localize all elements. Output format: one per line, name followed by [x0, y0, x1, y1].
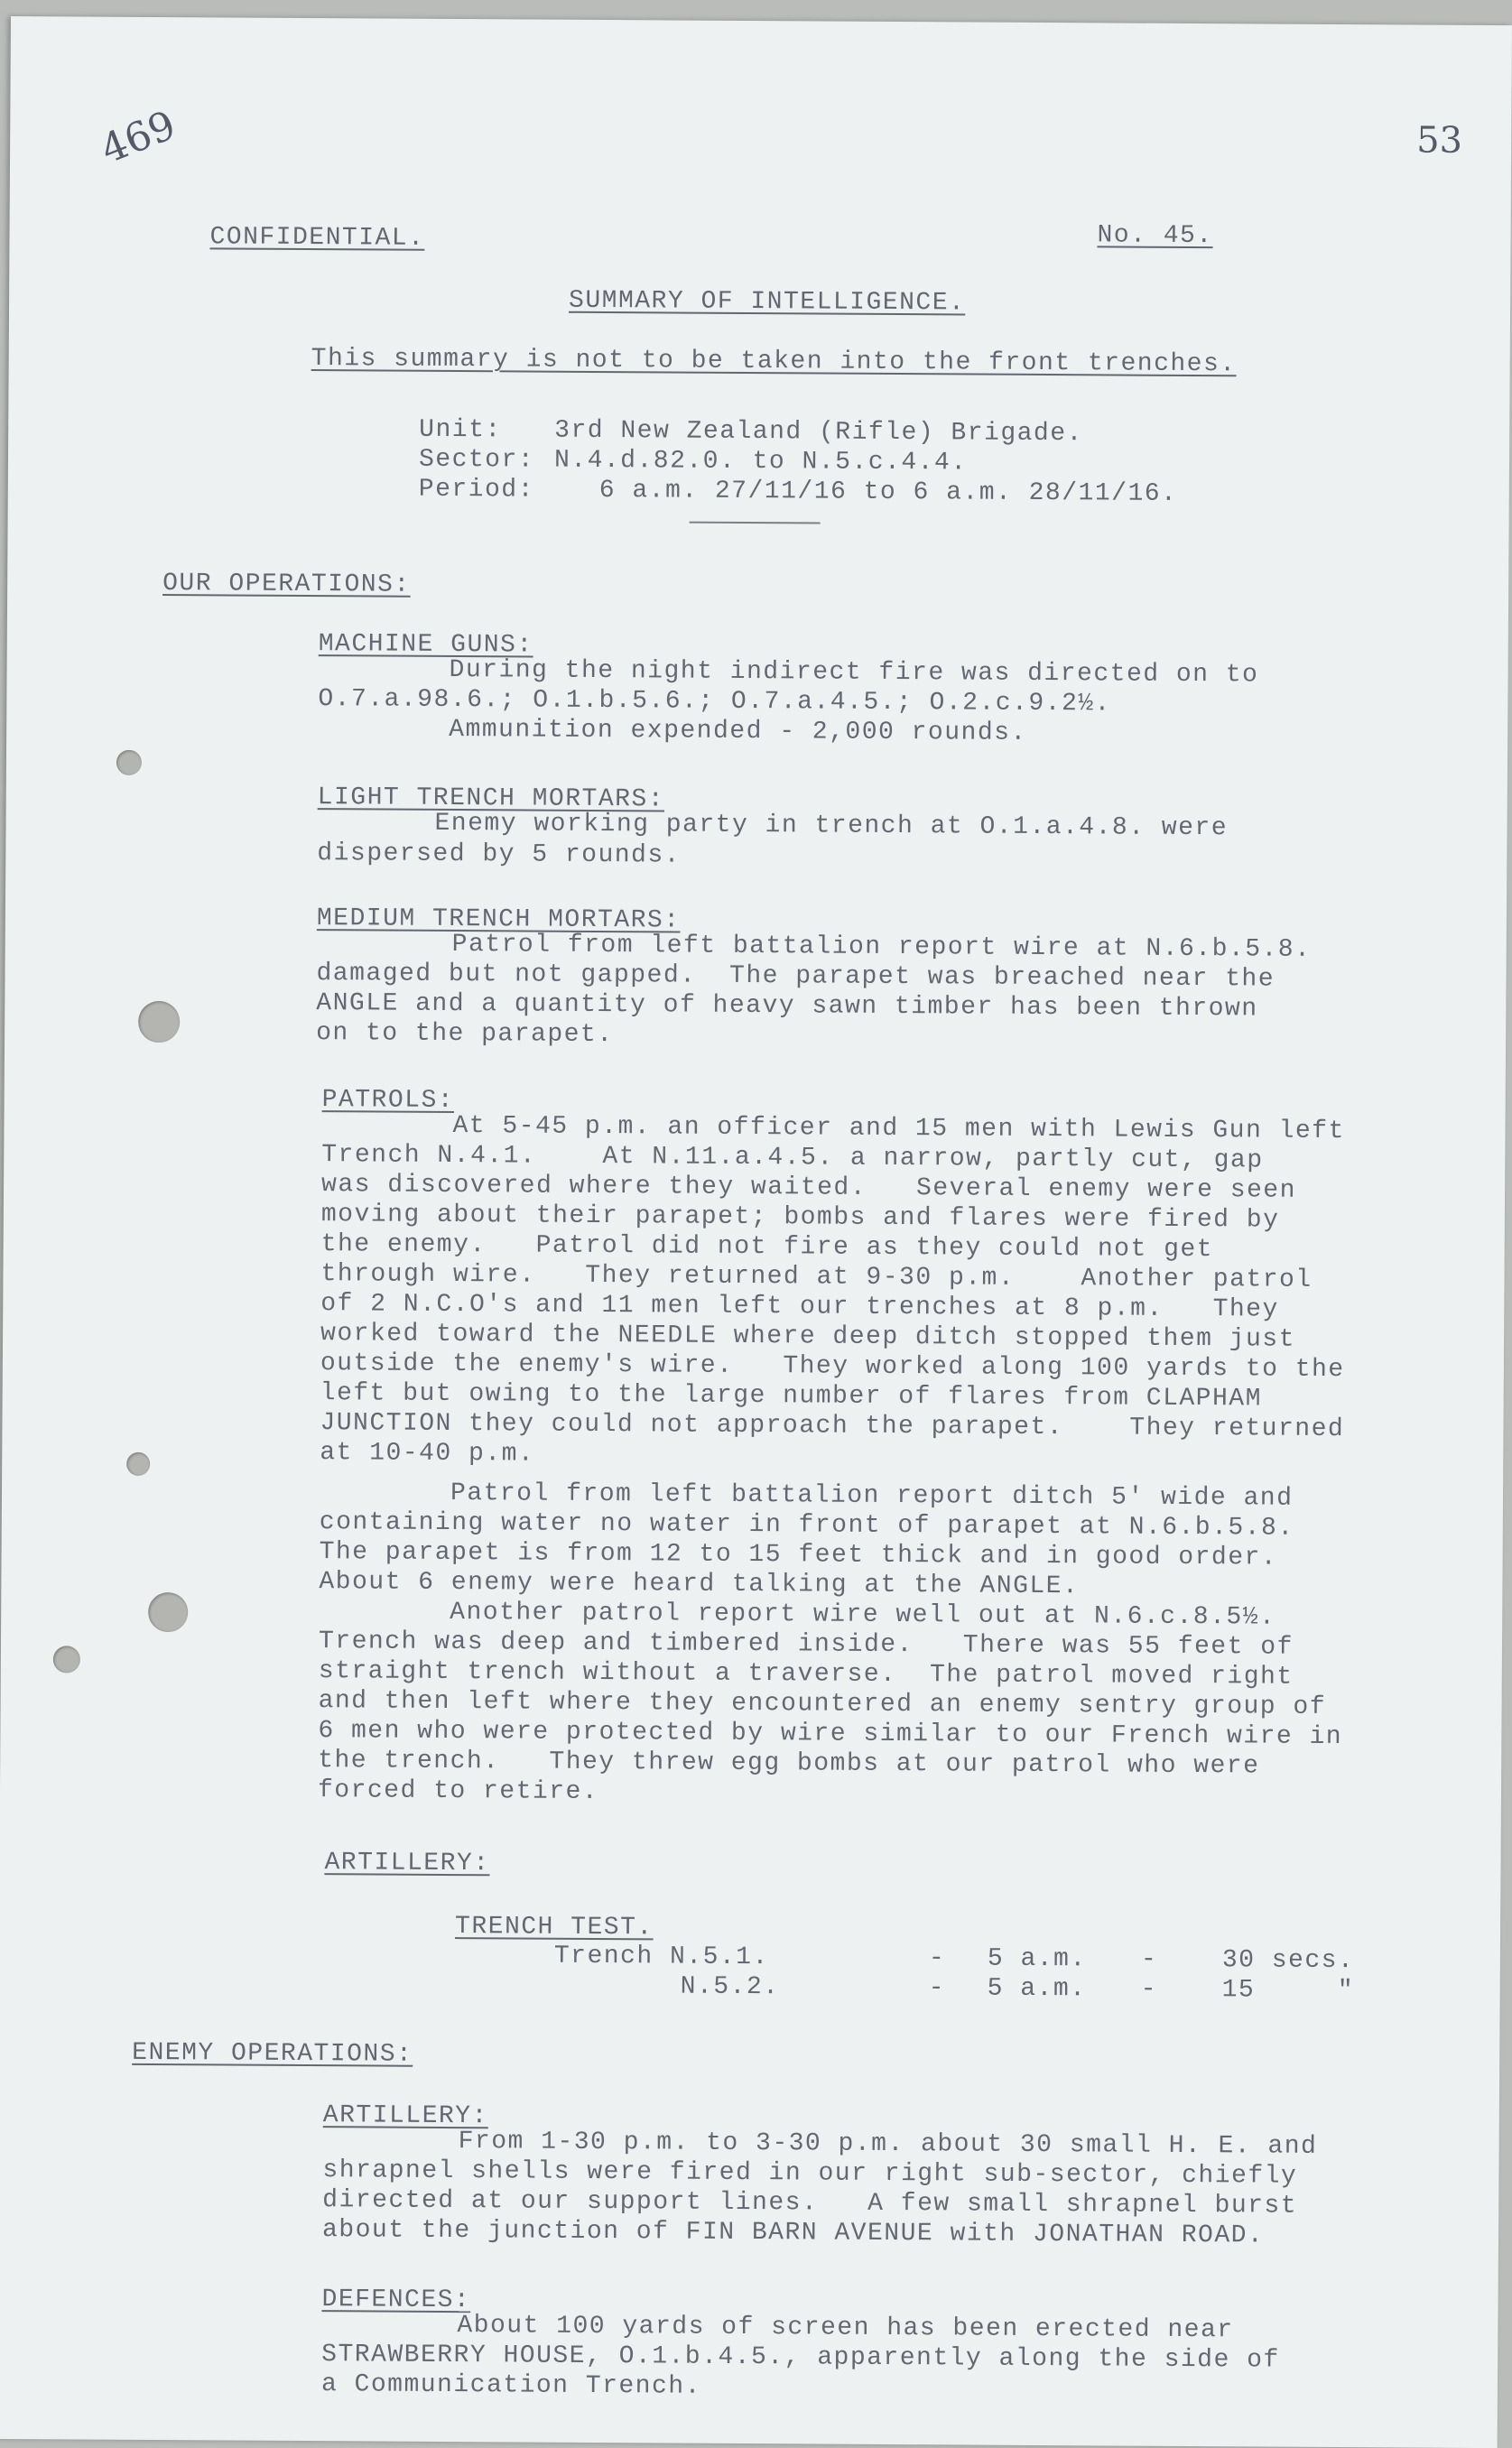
- unit-value: 3rd New Zealand (Rifle) Brigade.: [554, 416, 1083, 449]
- distribution-warning: This summary is not to be taken into the front trenches.: [311, 345, 1237, 379]
- enemy-artillery-line: about the junction of FIN BARN AVENUE with JONATHAN ROAD.: [321, 2216, 1265, 2250]
- patrols-line: Trench was deep and timbered inside. There was 55 feet of: [318, 1627, 1294, 1662]
- patrols-line: worked toward the NEEDLE where deep ditch stopped them just: [320, 1320, 1296, 1354]
- patrols-line: the trench. They threw egg bombs at our patrol who were: [318, 1747, 1260, 1781]
- sector-label: Sector:: [418, 445, 535, 475]
- patrols-line: at 10-40 p.m.: [320, 1439, 535, 1469]
- light-trench-mortars-line: Enemy working party in trench at O.1.a.4.8. were: [434, 809, 1229, 843]
- unit-label: Unit:: [419, 415, 502, 445]
- trench-name: N.5.2.: [680, 1972, 780, 2002]
- document-page: [0, 16, 1512, 2448]
- section-heading-enemy-operations: ENEMY OPERATIONS:: [132, 2038, 413, 2069]
- machine-guns-line: During the night indirect fire was directed on to: [449, 655, 1259, 690]
- test-time: 5 a.m.: [987, 1974, 1087, 2004]
- folio-number-left: 469: [94, 102, 182, 173]
- enemy-artillery-line: From 1-30 p.m. to 3-30 p.m. about 30 small H. E. and: [458, 2128, 1318, 2161]
- summary-number: No. 45.: [1097, 221, 1213, 251]
- machine-guns-line: O.7.a.98.6.; O.1.b.5.6.; O.7.a.4.5.; O.2.c.9.2½.: [318, 685, 1111, 719]
- patrols-line: moving about their parapet; bombs and flares were fired by: [320, 1201, 1280, 1235]
- punch-hole: [138, 1001, 180, 1043]
- punch-hole: [148, 1592, 188, 1632]
- trench-test-heading: TRENCH TEST.: [454, 1913, 654, 1943]
- defences-line: a Communication Trench.: [320, 2370, 702, 2401]
- section-heading-our-operations: OUR OPERATIONS:: [162, 570, 411, 599]
- subheading-light-trench-mortars: LIGHT TRENCH MORTARS:: [317, 784, 665, 814]
- patrols-line: At 5-45 p.m. an officer and 15 men with Lewis Gun left: [452, 1112, 1345, 1146]
- punch-hole: [126, 1452, 150, 1476]
- patrols-line: Another patrol report wire well out at N.6.c.8.5½.: [450, 1599, 1276, 1632]
- test-duration: 30 secs.: [1221, 1946, 1355, 1976]
- patrols-line: Trench N.4.1. At N.11.a.4.5. a narrow, partly cut, gap: [321, 1141, 1264, 1175]
- patrols-line: the enemy. Patrol did not fire as they could not get: [320, 1230, 1214, 1265]
- light-trench-mortars-line: dispersed by 5 rounds.: [317, 839, 682, 870]
- subheading-medium-trench-mortars: MEDIUM TRENCH MORTARS:: [316, 904, 681, 935]
- medium-trench-mortars-line: damaged but not gapped. The parapet was breached near the: [316, 960, 1275, 994]
- patrols-line: outside the enemy's wire. They worked along 100 yards to the: [320, 1349, 1345, 1385]
- subheading-patrols: PATROLS:: [321, 1086, 455, 1116]
- patrols-line: JUNCTION they could not approach the parapet. They returned: [320, 1409, 1345, 1444]
- dash: -: [928, 1944, 946, 1973]
- period-label: Period:: [418, 475, 535, 505]
- medium-trench-mortars-line: Patrol from left battalion report wire at N.6.b.5.8.: [451, 931, 1312, 964]
- machine-guns-line: Ammunition expended - 2,000 rounds.: [449, 715, 1027, 747]
- patrols-line: Patrol from left battalion report ditch 5' wide and: [450, 1479, 1294, 1513]
- defences-line: About 100 yards of screen has been erected near: [457, 2312, 1234, 2345]
- classification-label: CONFIDENTIAL.: [209, 223, 425, 253]
- test-duration: 15 ": [1221, 1976, 1355, 2006]
- medium-trench-mortars-line: on to the parapet.: [316, 1019, 614, 1050]
- subheading-defences: DEFENCES:: [321, 2286, 471, 2315]
- punch-hole: [53, 1646, 80, 1673]
- subheading-machine-guns: MACHINE GUNS:: [318, 630, 533, 660]
- dash: -: [1140, 1945, 1158, 1974]
- subheading-our-artillery: ARTILLERY:: [324, 1849, 490, 1878]
- patrols-line: straight trench without a traverse. The patrol moved right: [318, 1657, 1294, 1692]
- patrols-line: containing water no water in front of parapet at N.6.b.5.8.: [319, 1508, 1294, 1543]
- subheading-enemy-artillery: ARTILLERY:: [322, 2101, 488, 2131]
- patrols-line: forced to retire.: [317, 1776, 599, 1807]
- test-time: 5 a.m.: [987, 1944, 1087, 1974]
- document-title: SUMMARY OF INTELLIGENCE.: [568, 286, 966, 318]
- patrols-line: of 2 N.C.O's and 11 men left our trenches at 8 p.m. They: [320, 1290, 1279, 1324]
- patrols-line: was discovered where they waited. Several enemy were seen: [321, 1171, 1297, 1205]
- dash: -: [1140, 1975, 1158, 2004]
- divider-line: [690, 522, 821, 524]
- patrols-line: 6 men who were protected by wire similar to our French wire in: [318, 1717, 1343, 1752]
- patrols-line: left but owing to the large number of flares from CLAPHAM: [320, 1379, 1263, 1414]
- enemy-artillery-line: shrapnel shells were fired in our right sub-sector, chiefly: [322, 2156, 1298, 2191]
- folio-number-right: 53: [1416, 119, 1463, 162]
- patrols-line: and then left where they encountered an enemy sentry group of: [318, 1687, 1327, 1721]
- defences-line: STRAWBERRY HOUSE, O.1.b.4.5., apparently along the side of: [321, 2341, 1280, 2375]
- period-value: 6 a.m. 27/11/16 to 6 a.m. 28/11/16.: [598, 476, 1178, 508]
- trench-name: Trench N.5.1.: [553, 1942, 769, 1972]
- medium-trench-mortars-line: ANGLE and a quantity of heavy sawn timber has been thrown: [316, 989, 1258, 1024]
- sector-value: N.4.d.82.0. to N.5.c.4.4.: [553, 446, 968, 478]
- patrols-line: The parapet is from 12 to 15 feet thick and in good order.: [319, 1538, 1278, 1572]
- patrols-line: through wire. They returned at 9-30 p.m. Another patrol: [320, 1260, 1313, 1294]
- dash: -: [928, 1974, 946, 2003]
- patrols-line: About 6 enemy were heard talking at the ANGLE.: [319, 1568, 1080, 1601]
- enemy-artillery-line: directed at our support lines. A few small shrapnel burst: [322, 2186, 1298, 2221]
- punch-hole: [116, 750, 142, 775]
